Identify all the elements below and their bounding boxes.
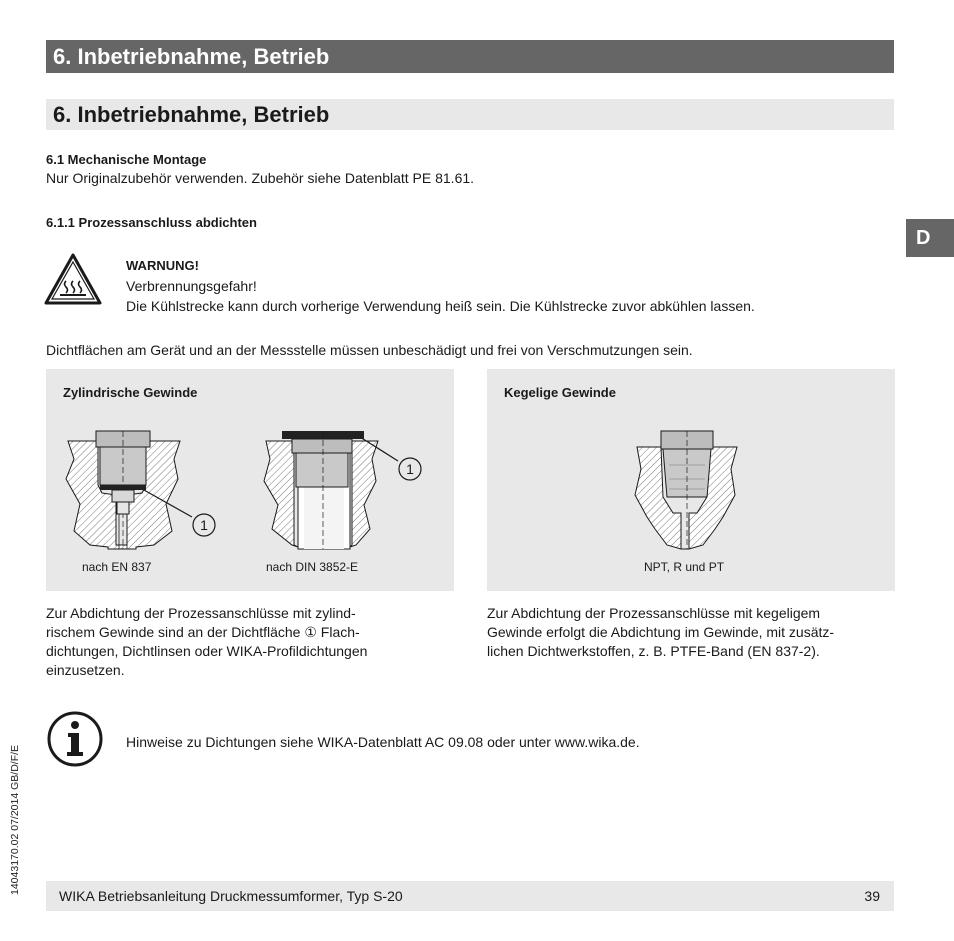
section-6-1-1-title: 6.1.1 Prozessanschluss abdichten — [46, 215, 257, 230]
warning-line-2: Die Kühlstrecke kann durch vorherige Verwendung heiß sein. Die Kühlstrecke zuvor abkühlen lassen. — [126, 298, 755, 314]
tapered-thread-title: Kegelige Gewinde — [504, 385, 616, 400]
document-code: 14043170.02 07/2014 GB/D/F/E — [9, 744, 21, 895]
page-number: 39 — [864, 888, 880, 904]
warning-line-1: Verbrennungsgefahr! — [126, 278, 257, 294]
cylindrical-sealing-line-4: einzusetzen. — [46, 662, 125, 678]
caption-npt-r-pt: NPT, R und PT — [644, 560, 725, 574]
footer-bar — [46, 881, 894, 911]
info-icon — [46, 710, 104, 768]
cylindrical-sealing-text — [46, 604, 456, 680]
tapered-sealing-line-3: lichen Dichtwerkstoffen, z. B. PTFE-Band (EN 837-2). — [487, 643, 820, 659]
tapered-thread-drawing — [487, 369, 895, 591]
cylindrical-thread-title: Zylindrische Gewinde — [63, 385, 198, 400]
chapter-header-dark: 6. Inbetriebnahme, Betrieb — [46, 40, 894, 73]
cylindrical-sealing-line-1: Zur Abdichtung der Prozessanschlüsse mit zylind- — [46, 605, 356, 621]
chapter-header-light: 6. Inbetriebnahme, Betrieb — [46, 99, 894, 130]
cylindrical-sealing-line-3: dichtungen, Dichtlinsen oder WIKA-Profildichtungen — [46, 643, 368, 659]
hot-surface-warning-icon — [44, 253, 102, 305]
info-note-text: Hinweise zu Dichtungen siehe WIKA-Datenblatt AC 09.08 oder unter www.wika.de. — [126, 734, 640, 750]
section-6-1-title: 6.1 Mechanische Montage — [46, 152, 207, 167]
svg-text:1: 1 — [200, 517, 208, 533]
caption-en-837: nach EN 837 — [82, 560, 152, 574]
warning-title: WARNUNG! — [126, 258, 199, 273]
section-6-1-text: Nur Originalzubehör verwenden. Zubehör siehe Datenblatt PE 81.61. — [46, 170, 475, 186]
tapered-sealing-line-2: Gewinde erfolgt die Abdichtung im Gewinde, mit zusätz- — [487, 624, 835, 640]
cylindrical-thread-panel — [46, 369, 454, 591]
svg-text:1: 1 — [406, 461, 414, 477]
tapered-thread-panel — [487, 369, 895, 591]
tapered-sealing-line-1: Zur Abdichtung der Prozessanschlüsse mit kegeligem — [487, 605, 821, 621]
sealing-surfaces-text: Dichtflächen am Gerät und an der Messstelle müssen unbeschädigt und frei von Verschmutzungen sein. — [46, 342, 693, 358]
cylindrical-sealing-line-2: rischem Gewinde sind an der Dichtfläche ① Flach- — [46, 624, 360, 640]
caption-din-3852-e: nach DIN 3852-E — [266, 560, 359, 574]
footer-title: WIKA Betriebsanleitung Druckmessumformer, Typ S-20 — [59, 888, 403, 904]
language-tab: D — [906, 219, 954, 257]
cylindrical-thread-drawing — [46, 369, 454, 591]
tapered-sealing-text — [487, 604, 897, 661]
